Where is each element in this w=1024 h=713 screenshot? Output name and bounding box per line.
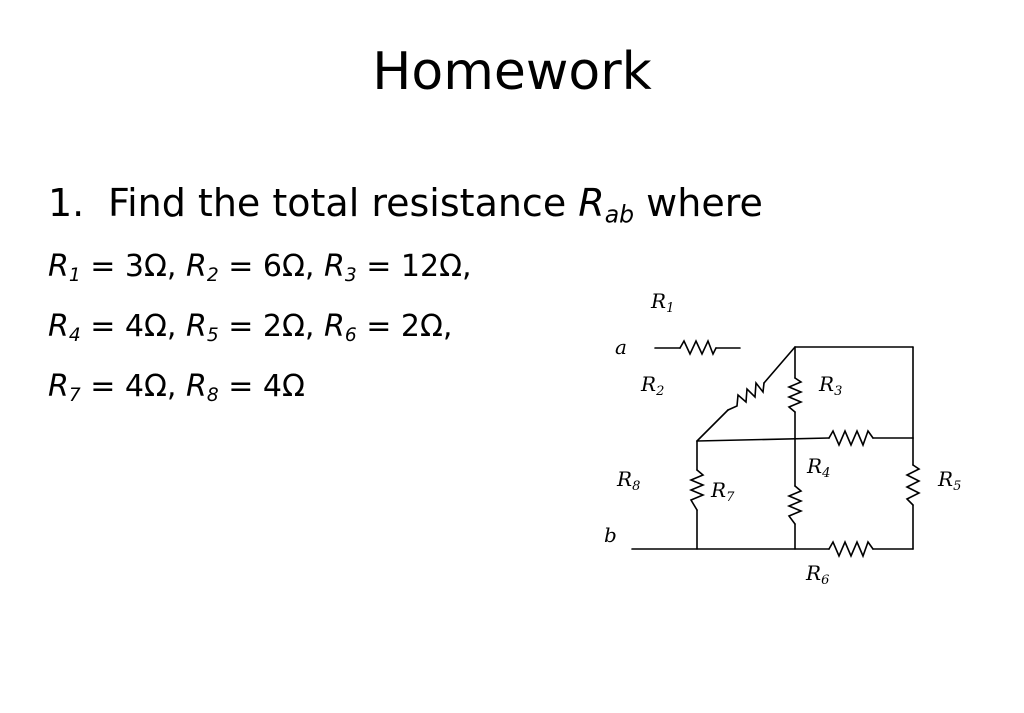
value-text: = 6Ω, [218,249,324,284]
value-symbol: R [324,309,345,344]
value-subscript: 2 [206,265,219,287]
value-subscript: 5 [206,325,219,347]
value-symbol: R [48,369,69,404]
problem-symbol-subscript: ab [604,200,635,229]
value-symbol: R [186,309,207,344]
value-symbol: R [324,249,345,284]
label-r4-subscript: 4 [822,466,831,481]
value-subscript: 1 [68,265,81,287]
label-r2 [640,372,664,399]
value-symbol: R [48,249,69,284]
value-subscript: 8 [206,385,219,407]
resistor-r3 [789,378,801,412]
resistor-r8 [691,470,703,510]
value-subscript: 7 [68,385,81,407]
wire-middle-left [697,438,829,441]
value-symbol: R [186,249,207,284]
value-text: = 3Ω, [80,249,186,284]
value-symbol: R [48,309,69,344]
problem-text-after: where [634,181,763,225]
label-r7-subscript: 7 [726,490,735,505]
problem-statement [48,181,763,229]
problem-text: Find the total resistance [108,181,579,225]
value-text: = 4Ω, [80,369,186,404]
resistor-r4 [829,431,873,445]
values-line-3 [48,369,305,407]
value-symbol: R [186,369,207,404]
label-r3 [818,372,842,399]
label-r8-subscript: 8 [632,479,641,494]
label-r7-symbol: R [711,478,727,502]
label-r2-symbol: R [641,372,657,396]
label-r6 [805,561,829,588]
label-r5 [937,467,961,494]
label-r1 [650,289,674,316]
label-r6-symbol: R [806,561,822,585]
slide-title: Homework [372,42,652,102]
node-a-label: a [615,335,627,359]
value-text: = 4Ω, [80,309,186,344]
problem-symbol: R [578,181,605,225]
resistor-r1 [680,341,716,354]
value-subscript: 4 [68,325,81,347]
value-text: = 4Ω [218,369,305,404]
value-text: = 2Ω, [356,309,453,344]
problem-number: 1. [48,181,85,225]
label-r3-symbol: R [819,372,835,396]
node-b-label: b [604,523,617,547]
wire-r2-lower [697,410,728,441]
values-line-2 [48,309,453,347]
value-text: = 2Ω, [218,309,324,344]
wire-r2-upper [764,347,795,383]
label-r8-symbol: R [617,467,633,491]
label-r1-symbol: R [651,289,667,313]
label-r5-subscript: 5 [953,479,962,494]
label-r4-symbol: R [807,454,823,478]
values-line-1 [48,249,472,287]
label-r2-subscript: 2 [656,384,665,399]
resistor-r6 [829,542,873,556]
resistor-r5 [907,465,919,505]
label-r1-subscript: 1 [666,301,675,316]
value-subscript: 6 [344,325,357,347]
label-r5-symbol: R [938,467,954,491]
label-r6-subscript: 6 [821,573,830,588]
label-r7 [710,478,735,505]
resistor-r7 [789,486,801,524]
label-r4 [806,454,830,481]
label-r8 [616,467,640,494]
value-subscript: 3 [344,265,357,287]
value-text: = 12Ω, [356,249,472,284]
resistor-r2 [728,383,764,410]
label-r3-subscript: 3 [834,384,843,399]
